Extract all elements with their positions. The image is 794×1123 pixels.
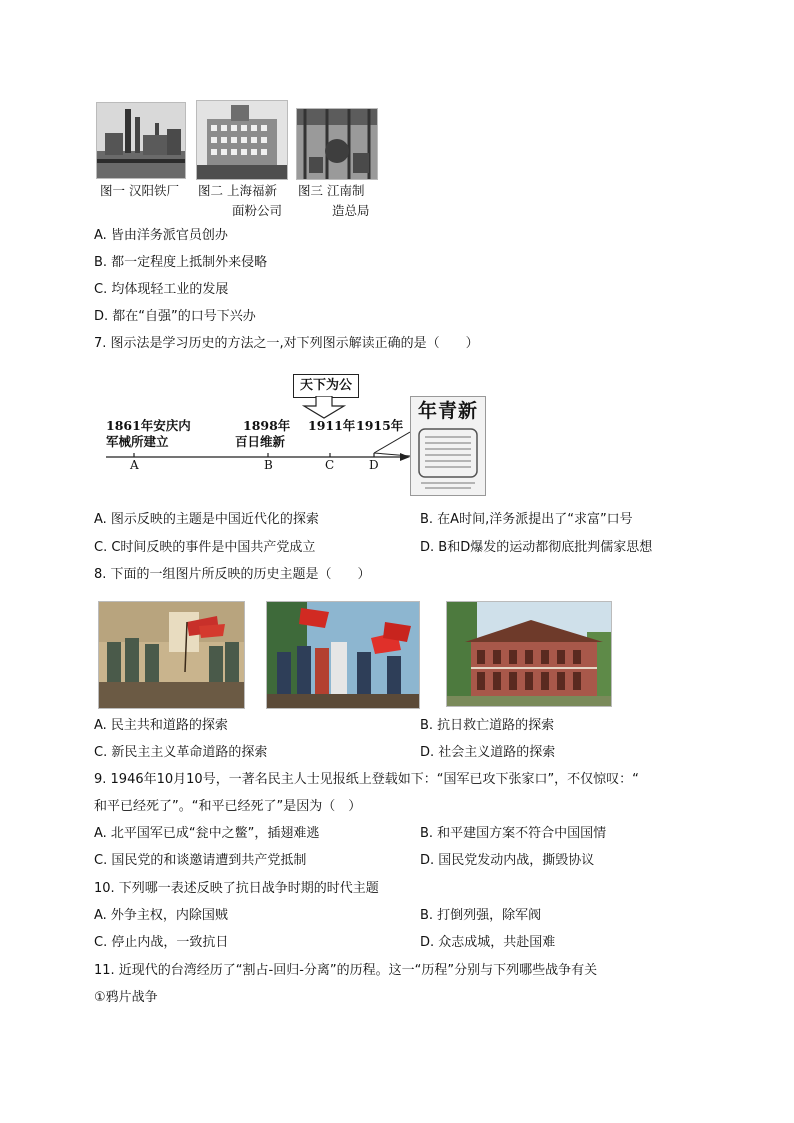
q10-stem: 10. 下列哪一表述反映了抗日战争时期的时代主题 xyxy=(94,881,379,896)
timeline-event-a: 1861年安庆内 xyxy=(106,418,191,433)
q9-option-a: A. 北平国军已成“瓮中之鳖”，插翅难逃 xyxy=(94,826,320,841)
timeline-box: 天下为公 xyxy=(293,374,359,398)
q7-option-c: C. C时间反映的事件是中国共产党成立 xyxy=(94,540,316,555)
q7-option-b: B. 在A时间,洋务派提出了“求富”口号 xyxy=(420,512,633,527)
timeline-letter-a: A xyxy=(130,458,139,472)
magazine-title: 年青新 xyxy=(417,400,478,422)
q10-option-a: A. 外争主权，内除国贼 xyxy=(94,908,228,923)
shanghai-fuxin-flour-photo xyxy=(196,100,288,180)
q7-option-d: D. B和D爆发的运动都彻底批判儒家思想 xyxy=(420,540,653,555)
image-caption: 图三 江南制 xyxy=(298,183,365,198)
q11-item-1: ①鸦片战争 xyxy=(94,990,158,1005)
q9-stem: 9. 1946年10月10号，一著名民主人士见报纸上登载如下：“国军已攻下张家口”，不仅惊叹：“ xyxy=(94,772,639,787)
q10-option-d: D. 众志成城，共赴国难 xyxy=(420,935,556,950)
image-caption: 面粉公司 xyxy=(232,203,283,218)
q8-stem: 8. 下面的一组图片所反映的历史主题是（ ） xyxy=(94,567,371,582)
timeline-letter-d: D xyxy=(369,458,379,472)
new-youth-magazine-cover xyxy=(410,396,486,496)
q10-option-b: B. 打倒列强，除军阀 xyxy=(420,908,542,923)
q6-option-b: B. 都一定程度上抵制外来侵略 xyxy=(94,255,268,270)
timeline-event-a: 军械所建立 xyxy=(106,434,169,449)
q6-option-c: C. 均体现轻工业的发展 xyxy=(94,282,229,297)
timeline-letter-b: B xyxy=(264,458,273,472)
revolution-painting-1 xyxy=(98,601,245,709)
q8-option-c: C. 新民主主义革命道路的探索 xyxy=(94,745,268,760)
timeline-letter-c: C xyxy=(325,458,335,472)
revolution-painting-2 xyxy=(266,601,420,709)
q10-option-c: C. 停止内战，一致抗日 xyxy=(94,935,229,950)
q7-option-a: A. 图示反映的主题是中国近代化的探索 xyxy=(94,512,319,527)
q9-option-c: C. 国民党的和谈邀请遭到共产党抵制 xyxy=(94,853,307,868)
q9-option-b: B. 和平建国方案不符合中国国情 xyxy=(420,826,607,841)
image-caption: 图一 汉阳铁厂 xyxy=(100,183,179,198)
q8-option-d: D. 社会主义道路的探索 xyxy=(420,745,556,760)
q9-option-d: D. 国民党发动内战，撕毁协议 xyxy=(420,853,595,868)
image-caption: 造总局 xyxy=(332,203,370,218)
timeline-event-b: 1898年 xyxy=(243,418,291,433)
q11-stem: 11. 近现代的台湾经历了“割占-回归-分离”的历程。这一“历程”分别与下列哪些战争有关 xyxy=(94,963,598,978)
timeline-event-b: 百日维新 xyxy=(235,434,286,449)
q6-option-d: D. 都在“自强”的口号下兴办 xyxy=(94,309,256,324)
hanyang-ironworks-photo xyxy=(96,102,186,179)
timeline-event-d: 1915年 xyxy=(356,418,404,433)
q8-option-b: B. 抗日救亡道路的探索 xyxy=(420,718,555,733)
image-caption: 图二 上海福新 xyxy=(198,183,277,198)
jiangnan-arsenal-photo xyxy=(296,108,378,180)
historic-building-photo xyxy=(446,601,612,707)
timeline-event-c: 1911年 xyxy=(308,418,356,433)
q9-stem: 和平已经死了”。“和平已经死了”是因为（ ） xyxy=(94,799,362,814)
q8-option-a: A. 民主共和道路的探索 xyxy=(94,718,228,733)
q6-option-a: A. 皆由洋务派官员创办 xyxy=(94,228,228,243)
q7-stem: 7. 图示法是学习历史的方法之一,对下列图示解读正确的是（ ） xyxy=(94,336,479,351)
